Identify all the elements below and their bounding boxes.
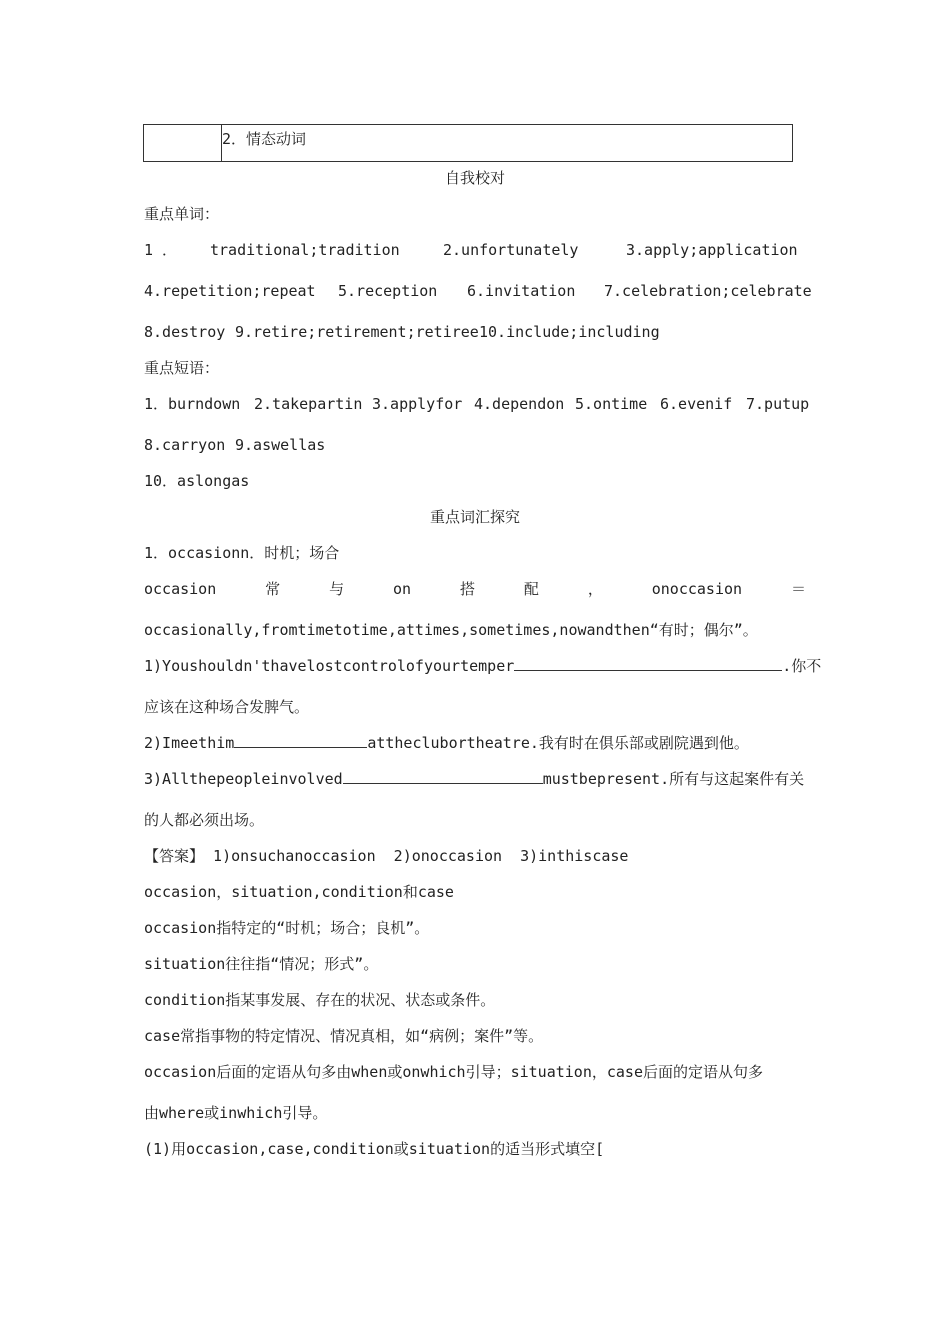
occasion-title: 1．occasionn．时机；场合 — [144, 544, 340, 562]
key-word-item: 3.apply;application — [626, 241, 798, 259]
note-clauses: occasion后面的定语从句多由when或onwhich引导；situation，case后面的定语从句多 — [144, 1063, 763, 1081]
note-clauses-cont: 由where或inwhich引导。 — [144, 1104, 328, 1122]
definition-token: 搭 — [459, 580, 475, 598]
definition-token: 常 — [265, 580, 281, 598]
key-phrase-item: 5.ontime — [575, 395, 648, 413]
definition-token: onoccasion — [651, 580, 743, 598]
answer-line — [144, 846, 628, 866]
key-word-item: 9.retire;retirement;retiree — [235, 323, 479, 341]
key-phrases-label: 重点短语： — [144, 359, 220, 377]
answer-text: 1)onsuchanoccasion 2)onoccasion 3)inthiscase — [213, 847, 629, 865]
occasion-definition-line — [144, 579, 806, 599]
definition-token: occasion — [144, 580, 217, 598]
notes-heading: occasion，situation,condition和case — [144, 883, 454, 901]
key-phrase-item: 8.carryon — [144, 436, 226, 454]
key-words-label: 重点单词： — [144, 205, 220, 223]
key-phrase-item: 2.takepartin — [254, 395, 363, 413]
key-phrase-item: 1．burndown — [144, 395, 241, 413]
key-phrase-item: 9.aswellas — [235, 436, 326, 454]
key-word-item: traditional;tradition — [210, 241, 400, 259]
key-word-item: 10.include;including — [479, 323, 660, 341]
note-situation: situation往往指“情况；形式”。 — [144, 955, 379, 973]
example-1 — [144, 656, 821, 676]
heading-self-check: 自我校对 — [444, 169, 505, 187]
key-phrase-item: 3.applyfor — [372, 395, 463, 413]
definition-token: ， — [587, 580, 603, 598]
note-condition: condition指某事发展、存在的状况、状态或条件。 — [144, 991, 496, 1009]
definition-token: on — [393, 580, 412, 598]
fill-blank-1[interactable] — [514, 656, 782, 671]
key-word-item: 4.repetition;repeat — [144, 282, 316, 300]
example-1-translation: 应该在这种场合发脾气。 — [144, 698, 310, 716]
answer-label: 【答案】 — [144, 847, 205, 865]
definition-token: 与 — [329, 580, 345, 598]
key-phrase-item: 6.evenif — [660, 395, 733, 413]
table-cell-text: 2．情态动词 — [222, 130, 307, 148]
key-word-item: 2.unfortunately — [443, 241, 579, 259]
table-fragment — [143, 124, 793, 162]
definition-token: ＝ — [790, 580, 806, 598]
heading-vocab-explore: 重点词汇探究 — [429, 508, 520, 526]
example-3-end: mustbepresent.所有与这起案件有关 — [542, 770, 805, 788]
example-1-start: 1)Youshouldn'thavelostcontrolofyourtemper — [144, 657, 515, 675]
occasion-synonyms-line: occasionally,fromtimetotime,attimes,sometimes,nowandthen“有时；偶尔”。 — [144, 621, 758, 639]
key-word-item: 8.destroy — [144, 323, 226, 341]
exercise-instruction: (1)用occasion,case,condition或situation的适当形式填空[ — [144, 1140, 605, 1158]
key-word-item: 6.invitation — [467, 282, 576, 300]
example-1-end: .你不 — [782, 657, 822, 675]
fill-blank-2[interactable] — [234, 733, 367, 748]
key-word-item: 5.reception — [338, 282, 438, 300]
key-phrase-item: 10．aslongas — [144, 472, 250, 490]
key-word-item: 1 ． — [144, 241, 178, 259]
example-2-end: attheclubortheatre.我有时在俱乐部或剧院遇到他。 — [367, 734, 749, 752]
example-2-start: 2)Imeethim — [144, 734, 235, 752]
note-case: case常指事物的特定情况、情况真相，如“病例；案件”等。 — [144, 1027, 544, 1045]
key-phrase-item: 7.putup — [746, 395, 810, 413]
example-3-start: 3)Allthepeopleinvolved — [144, 770, 343, 788]
example-2 — [144, 733, 749, 753]
example-3-translation: 的人都必须出场。 — [144, 811, 265, 829]
note-occasion: occasion指特定的“时机；场合；良机”。 — [144, 919, 430, 937]
fill-blank-3[interactable] — [343, 769, 543, 784]
key-word-item: 7.celebration;celebrate — [604, 282, 812, 300]
example-3 — [144, 769, 804, 789]
definition-token: 配 — [523, 580, 539, 598]
key-phrase-item: 4.dependon — [474, 395, 565, 413]
